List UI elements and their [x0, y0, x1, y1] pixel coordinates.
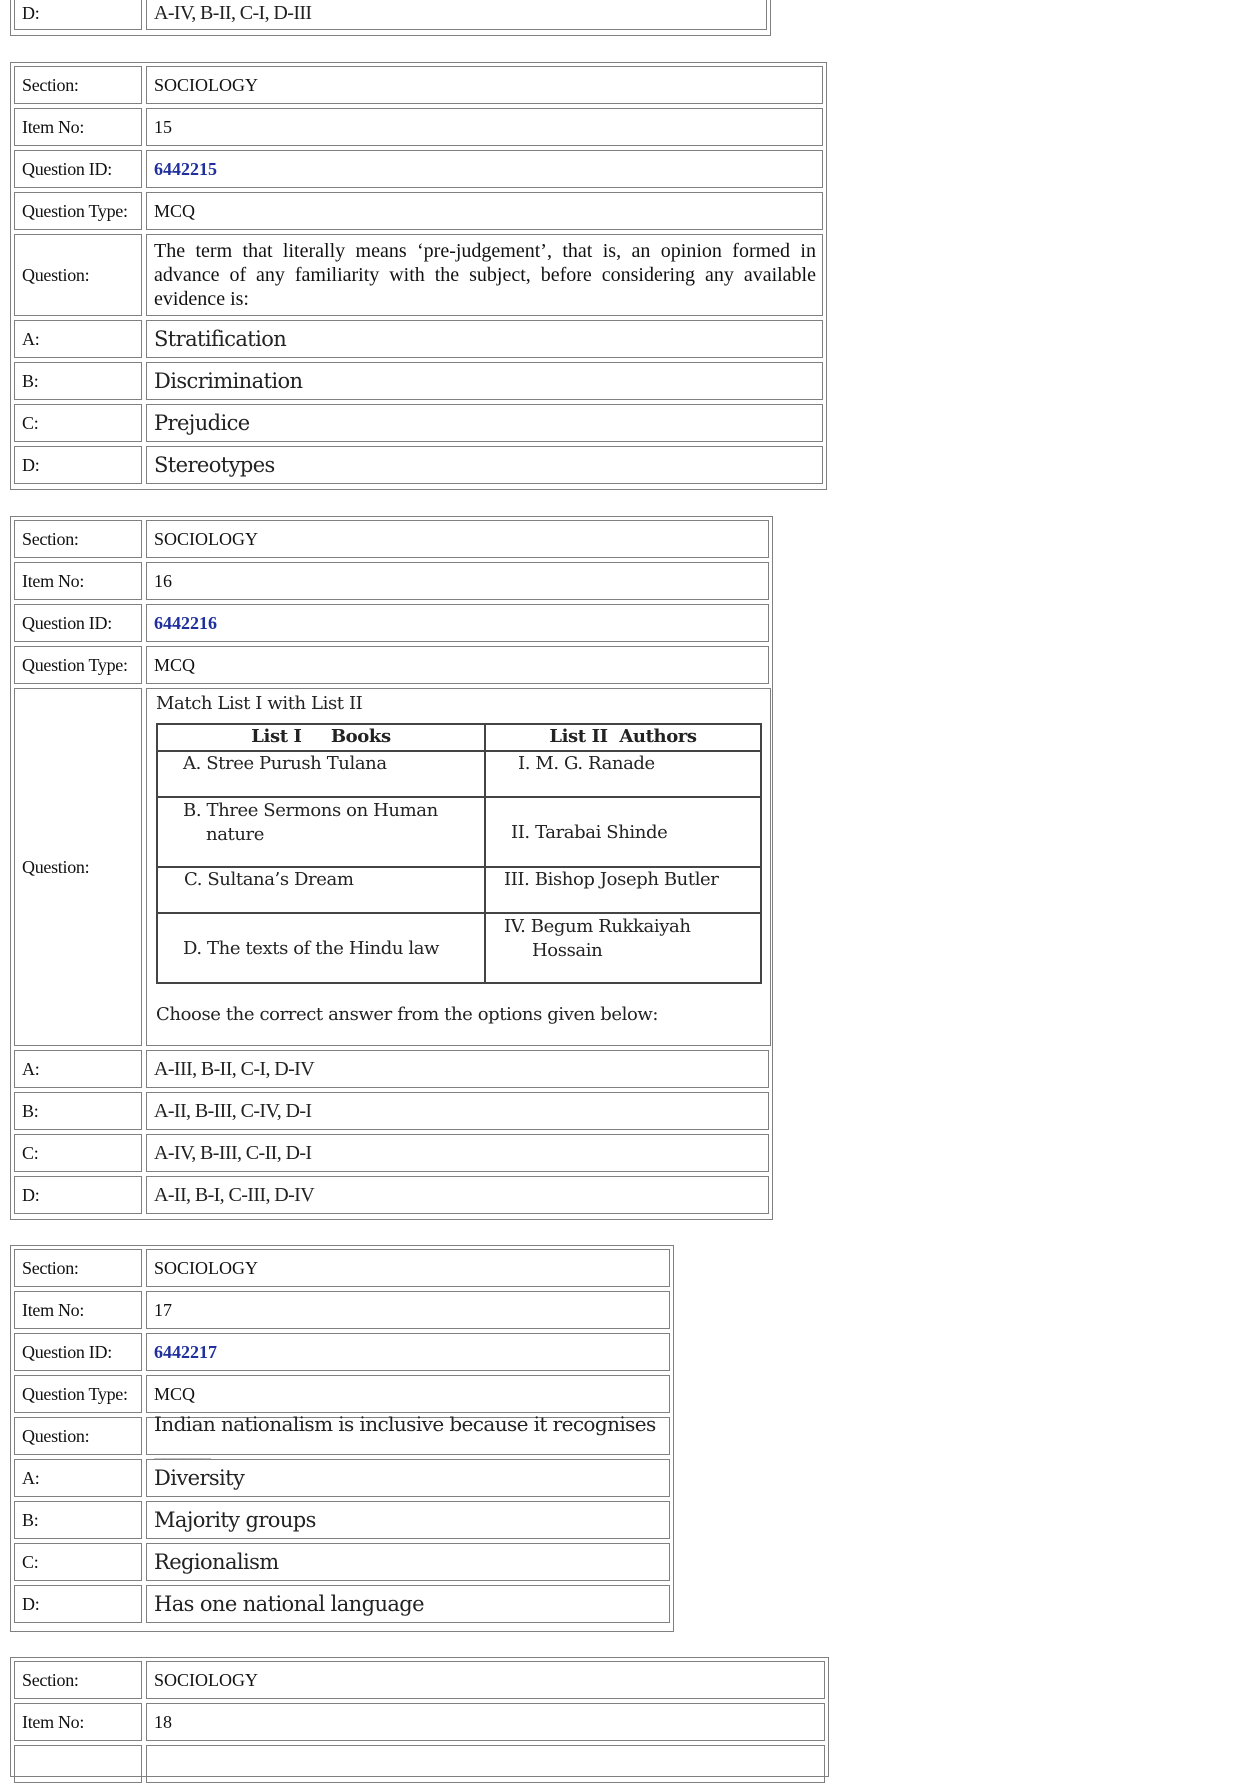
option-a-value: A-III, B-II, C-I, D-IV — [146, 1050, 769, 1088]
item-no-label: Item No: — [14, 1291, 142, 1329]
question-table-prev — [10, 0, 771, 36]
option-c-value: A-IV, B-III, C-II, D-I — [146, 1134, 769, 1172]
question-type-value: MCQ — [146, 646, 769, 684]
item-no-label: Item No: — [14, 562, 142, 600]
option-a-value: Stratification — [146, 320, 823, 358]
list1-item: B. Three Sermons on Human nature — [157, 797, 485, 867]
option-b-value: Discrimination — [146, 362, 823, 400]
list2-item: III. Bishop Joseph Butler — [485, 867, 761, 913]
question-id-label: Question ID: — [14, 150, 142, 188]
option-b-value: A-II, B-III, C-IV, D-I — [146, 1092, 769, 1130]
item-no-label: Item No: — [14, 1703, 142, 1741]
question-text: Indian nationalism is inclusive because it recognises ______ — [146, 1417, 670, 1455]
question-id-label: Question ID: — [14, 604, 142, 642]
list1-item: C. Sultana’s Dream — [157, 867, 485, 913]
section-value: SOCIOLOGY — [146, 66, 823, 104]
item-no-value: 18 — [146, 1703, 825, 1741]
question-table-17 — [10, 1245, 674, 1632]
list2-item: I. M. G. Ranade — [485, 751, 761, 797]
section-label: Section: — [14, 1249, 142, 1287]
option-a-label: A: — [14, 320, 142, 358]
option-d-value: A-II, B-I, C-III, D-IV — [146, 1176, 769, 1214]
option-b-value: Majority groups — [146, 1501, 670, 1539]
match-intro: Match List I with List II — [156, 693, 363, 714]
section-value: SOCIOLOGY — [146, 520, 769, 558]
list1-item: D. The texts of the Hindu law — [157, 913, 485, 983]
match-table — [156, 723, 762, 984]
question-text: The term that literally means ‘pre-judgement’, that is, an opinion formed in advance of any familiarity with the subject, before considering any available evidence is: — [146, 234, 823, 316]
question-label: Question: — [14, 234, 142, 316]
question-type-label: Question Type: — [14, 646, 142, 684]
option-b-label: B: — [14, 362, 142, 400]
section-label: Section: — [14, 66, 142, 104]
list1-header: List I Books — [157, 724, 485, 751]
option-b-label: B: — [14, 1092, 142, 1130]
question-table-18 — [10, 1657, 829, 1777]
question-body — [146, 688, 771, 1046]
question-label: Question: — [14, 688, 142, 1046]
list2-item: IV. Begum Rukkaiyah Hossain — [485, 913, 761, 983]
option-d-label: D: — [14, 1176, 142, 1214]
question-type-value: MCQ — [146, 192, 823, 230]
section-value: SOCIOLOGY — [146, 1249, 670, 1287]
question-table-16 — [10, 516, 773, 1220]
question-id-value: 6442216 — [146, 604, 769, 642]
section-label: Section: — [14, 1661, 142, 1699]
item-no-value: 15 — [146, 108, 823, 146]
question-id-value — [146, 1745, 825, 1783]
item-no-value: 17 — [146, 1291, 670, 1329]
question-id-value: 6442217 — [146, 1333, 670, 1371]
question-id-value: 6442215 — [146, 150, 823, 188]
option-d-value: Stereotypes — [146, 446, 823, 484]
option-a-value: Diversity — [146, 1459, 670, 1497]
option-d-value: A-IV, B-II, C-I, D-III — [146, 0, 767, 30]
option-c-label: C: — [14, 404, 142, 442]
question-type-label: Question Type: — [14, 1375, 142, 1413]
list1-item: A. Stree Purush Tulana — [157, 751, 485, 797]
question-type-label: Question Type: — [14, 192, 142, 230]
match-outro: Choose the correct answer from the options given below: — [156, 1004, 659, 1025]
option-d-label: D: — [14, 446, 142, 484]
item-no-value: 16 — [146, 562, 769, 600]
question-id-label — [14, 1745, 142, 1783]
list2-header: List II Authors — [485, 724, 761, 751]
item-no-label: Item No: — [14, 108, 142, 146]
option-d-label: D: — [14, 1585, 142, 1623]
option-d-value: Has one national language — [146, 1585, 670, 1623]
question-type-value: MCQ — [146, 1375, 670, 1413]
section-value: SOCIOLOGY — [146, 1661, 825, 1699]
section-label: Section: — [14, 520, 142, 558]
question-table-15 — [10, 62, 827, 490]
option-d-label: D: — [14, 0, 142, 30]
question-id-label: Question ID: — [14, 1333, 142, 1371]
option-c-label: C: — [14, 1543, 142, 1581]
option-c-value: Prejudice — [146, 404, 823, 442]
question-label: Question: — [14, 1417, 142, 1455]
option-c-value: Regionalism — [146, 1543, 670, 1581]
option-c-label: C: — [14, 1134, 142, 1172]
list2-item: II. Tarabai Shinde — [485, 797, 761, 867]
option-a-label: A: — [14, 1050, 142, 1088]
option-a-label: A: — [14, 1459, 142, 1497]
option-b-label: B: — [14, 1501, 142, 1539]
